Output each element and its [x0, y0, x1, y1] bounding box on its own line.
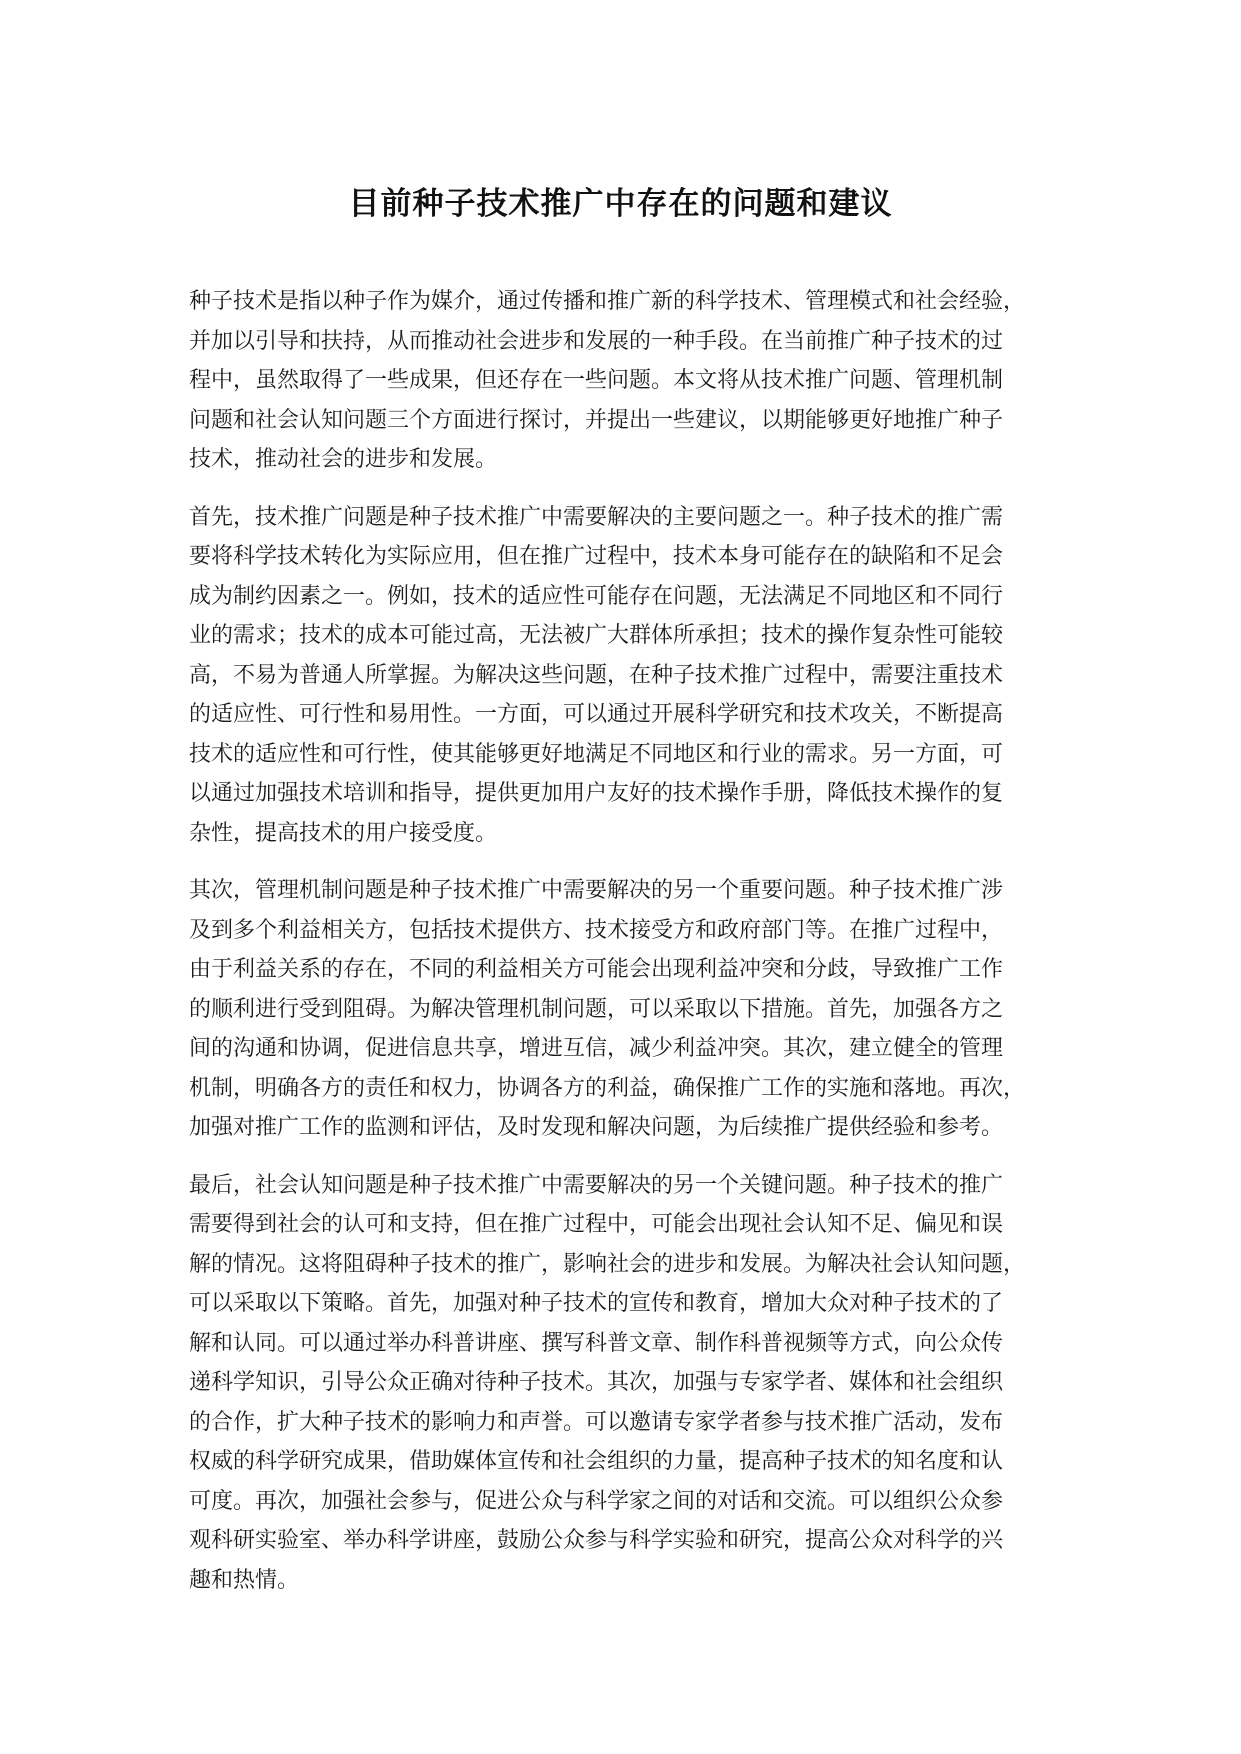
text-line: 的合作，扩大种子技术的影响力和声誉。可以邀请专家学者参与技术推广活动，发布: [189, 1409, 1004, 1435]
text-line: 由于利益关系的存在，不同的利益相关方可能会出现利益冲突和分歧，导致推广工作: [189, 957, 1004, 982]
text-line: 递科学知识，引导公众正确对待种子技术。其次，加强与专家学者、媒体和社会组织: [189, 1370, 1004, 1395]
text-line: 其次，管理机制问题是种子技术推广中需要解决的另一个重要问题。种子技术推广涉: [189, 878, 1004, 903]
paragraph-social-awareness: [189, 1166, 1069, 1601]
paragraph-management: [189, 871, 1069, 1148]
text-line: 首先，技术推广问题是种子技术推广中需要解决的主要问题之一。种子技术的推广需: [189, 504, 1004, 530]
text-line: 的顺利进行受到阻碍。为解决管理机制问题，可以采取以下措施。首先，加强各方之: [189, 996, 1004, 1022]
text-line: 业的需求；技术的成本可能过高，无法被广大群体所承担；技术的操作复杂性可能较: [189, 623, 1004, 648]
text-line: 成为制约因素之一。例如，技术的适应性可能存在问题，无法满足不同地区和不同行: [189, 583, 1004, 609]
text-line: 并加以引导和扶持，从而推动社会进步和发展的一种手段。在当前推广种子技术的过: [189, 328, 1004, 354]
text-line: 间的沟通和协调，促进信息共享，增进互信，减少利益冲突。其次，建立健全的管理: [189, 1036, 1004, 1061]
text-line: 技术的适应性和可行性，使其能够更好地满足不同地区和行业的需求。另一方面，可: [189, 741, 1004, 767]
text-line: 需要得到社会的认可和支持，但在推广过程中，可能会出现社会认知不足、偏见和误: [189, 1212, 1004, 1237]
text-line: 问题和社会认知问题三个方面进行探讨，并提出一些建议，以期能够更好地推广种子: [189, 407, 1004, 433]
text-line: 可以采取以下策略。首先，加强对种子技术的宣传和教育，增加大众对种子技术的了: [189, 1291, 1004, 1316]
text-line: 的适应性、可行性和易用性。一方面，可以通过开展科学研究和技术攻关，不断提高: [189, 702, 1004, 727]
text-line: 以通过加强技术培训和指导，提供更加用户友好的技术操作手册，降低技术操作的复: [189, 781, 1004, 806]
paragraph-technology: [189, 498, 1069, 854]
text-line: 高，不易为普通人所掌握。为解决这些问题，在种子技术推广过程中，需要注重技术: [189, 662, 1004, 688]
text-line: 种子技术是指以种子作为媒介，通过传播和推广新的科学技术、管理模式和社会经验，: [189, 289, 1026, 314]
paragraph-intro: [189, 282, 1069, 480]
text-line: 程中，虽然取得了一些成果，但还存在一些问题。本文将从技术推广问题、管理机制: [189, 368, 1004, 393]
text-line: 观科研实验室、举办科学讲座，鼓励公众参与科学实验和研究，提高公众对科学的兴: [189, 1528, 1004, 1553]
text-line: 解的情况。这将阻碍种子技术的推广，影响社会的进步和发展。为解决社会认知问题，: [189, 1251, 1026, 1277]
text-line: 可度。再次，加强社会参与，促进公众与科学家之间的对话和交流。可以组织公众参: [189, 1488, 1004, 1514]
text-line: 权威的科学研究成果，借助媒体宣传和社会组织的力量，提高种子技术的知名度和认: [189, 1449, 1004, 1474]
document-body: [189, 282, 1069, 1618]
text-line: 最后，社会认知问题是种子技术推广中需要解决的另一个关键问题。种子技术的推广: [189, 1172, 1004, 1198]
text-line: 加强对推广工作的监测和评估，及时发现和解决问题，为后续推广提供经验和参考。: [189, 1115, 1004, 1140]
text-line: 趣和热情。: [189, 1567, 300, 1593]
text-line: 杂性，提高技术的用户接受度。: [189, 820, 498, 846]
document-title: 目前种子技术推广中存在的问题和建议: [348, 186, 893, 222]
text-line: 解和认同。可以通过举办科普讲座、撰写科普文章、制作科普视频等方式，向公众传: [189, 1330, 1004, 1356]
text-line: 技术，推动社会的进步和发展。: [189, 447, 498, 472]
text-line: 机制，明确各方的责任和权力，协调各方的利益，确保推广工作的实施和落地。再次，: [189, 1075, 1026, 1101]
text-line: 及到多个利益相关方，包括技术提供方、技术接受方和政府部门等。在推广过程中，: [189, 917, 1004, 943]
text-line: 要将科学技术转化为实际应用，但在推广过程中，技术本身可能存在的缺陷和不足会: [189, 544, 1004, 569]
